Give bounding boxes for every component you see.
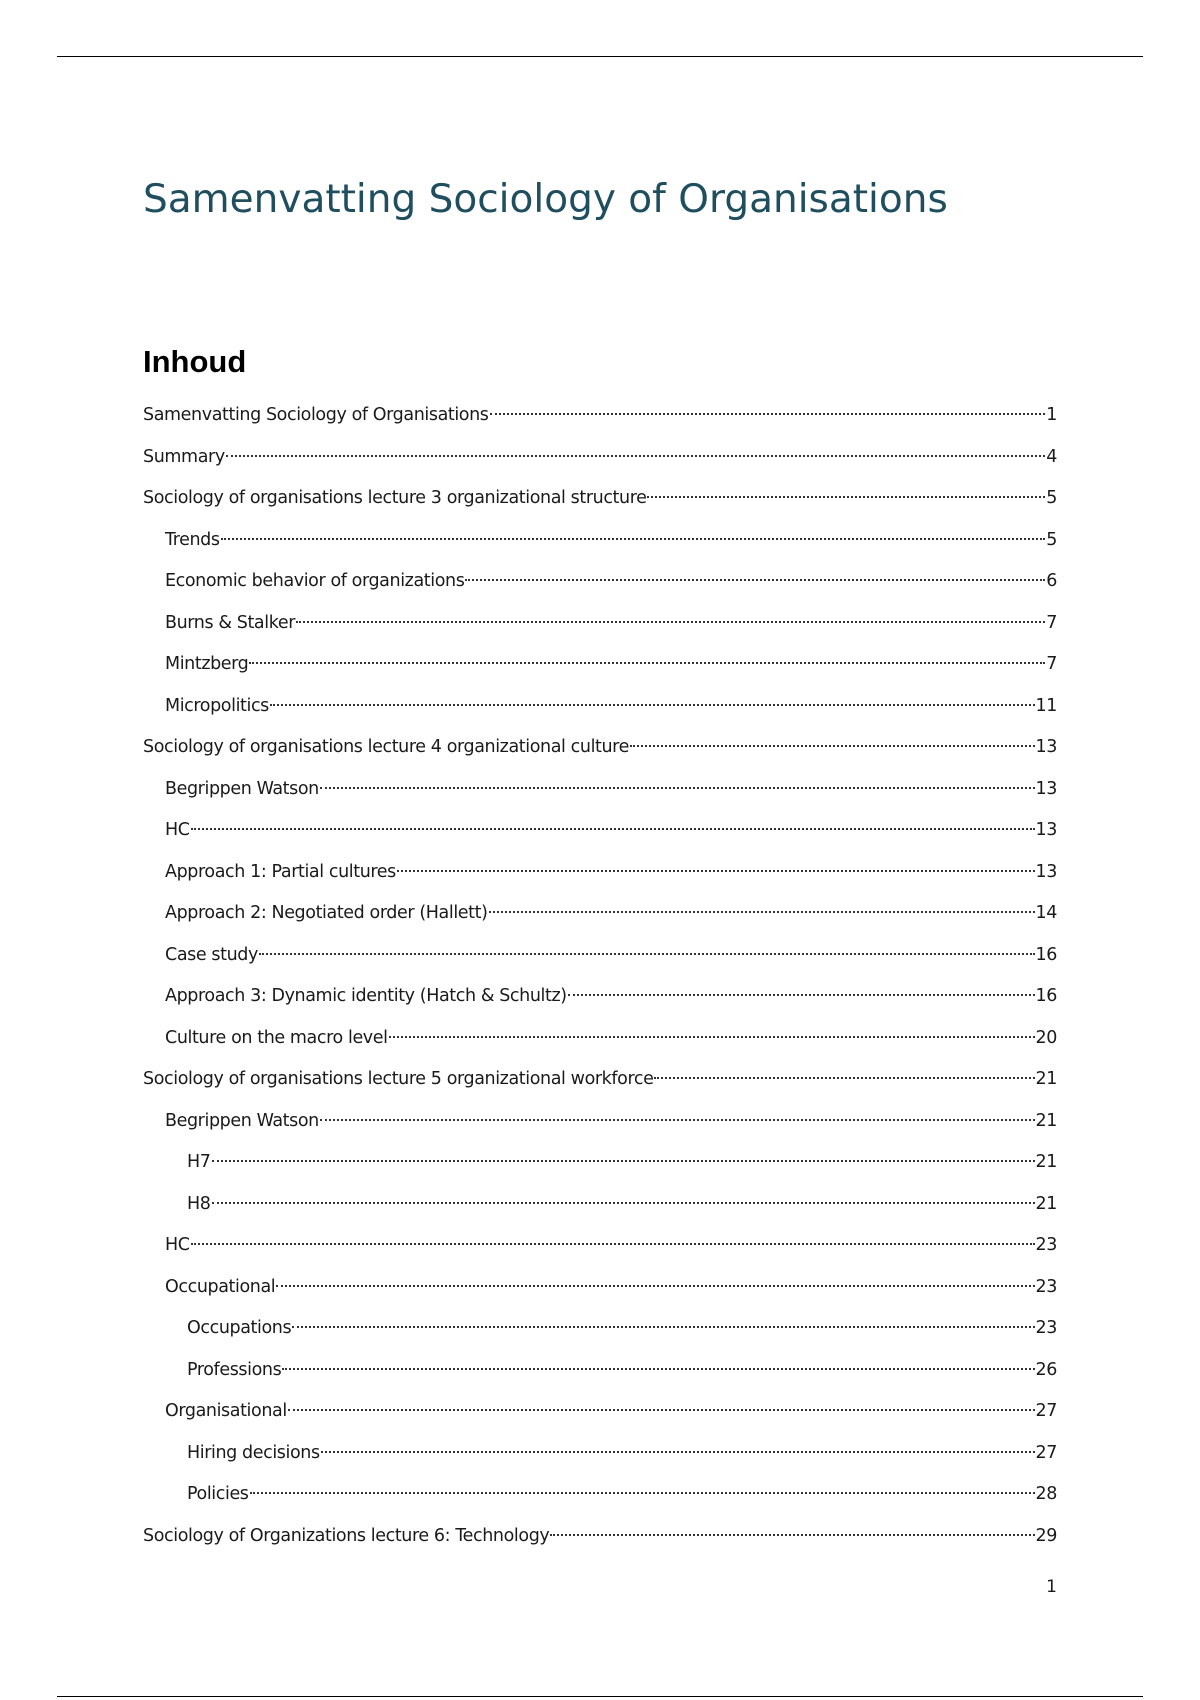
toc-dot-leader <box>654 1077 1034 1079</box>
toc-entry[interactable] <box>143 561 1057 603</box>
toc-entry-label: Sociology of Organizations lecture 6: Technology <box>143 1525 550 1546</box>
toc-dot-leader <box>490 413 1046 415</box>
toc-entry-label: Micropolitics <box>165 695 269 716</box>
toc-dot-leader <box>276 1285 1034 1287</box>
toc-entry[interactable] <box>143 1350 1057 1392</box>
toc-entry[interactable] <box>143 437 1057 479</box>
toc-dot-leader <box>647 496 1045 498</box>
toc-entry[interactable] <box>143 810 1057 852</box>
toc-entry-label: Occupational <box>165 1276 276 1297</box>
toc-dot-leader <box>465 579 1045 581</box>
toc-entry[interactable] <box>143 686 1057 728</box>
toc-entry-page: 7 <box>1046 654 1057 674</box>
toc-entry[interactable] <box>143 478 1057 520</box>
toc-entry[interactable] <box>143 1391 1057 1433</box>
toc-dot-leader <box>221 538 1046 540</box>
toc-dot-leader <box>212 1202 1035 1204</box>
footer-rule <box>57 1696 1143 1697</box>
toc-entry-label: Mintzberg <box>165 654 249 674</box>
toc-entry[interactable] <box>143 893 1057 935</box>
toc-dot-leader <box>282 1368 1034 1370</box>
toc-entry-page: 21 <box>1035 1110 1057 1131</box>
page-number: 1 <box>1046 1577 1057 1597</box>
toc-dot-leader <box>212 1160 1035 1162</box>
toc-dot-leader <box>489 911 1035 913</box>
toc-entry[interactable] <box>143 1184 1057 1226</box>
toc-entry-page: 14 <box>1035 903 1057 923</box>
toc-entry-page: 13 <box>1035 737 1057 757</box>
toc-entry-label: Occupations <box>187 1318 292 1338</box>
toc-entry-page: 26 <box>1035 1359 1057 1380</box>
toc-entry[interactable] <box>143 520 1057 562</box>
toc-dot-leader <box>249 662 1045 664</box>
toc-entry-label: Approach 3: Dynamic identity (Hatch & Schultz) <box>165 986 567 1006</box>
toc-dot-leader <box>191 828 1035 830</box>
toc-entry-page: 7 <box>1046 612 1057 633</box>
toc-dot-leader <box>270 704 1035 706</box>
toc-entry-page: 1 <box>1046 405 1057 425</box>
toc-dot-leader <box>250 1492 1035 1494</box>
toc-dot-leader <box>191 1243 1035 1245</box>
toc-dot-leader <box>630 745 1035 747</box>
toc-entry-page: 23 <box>1035 1235 1057 1255</box>
toc-entry-page: 13 <box>1035 861 1057 882</box>
toc-entry-label: H8 <box>187 1193 211 1214</box>
toc-dot-leader <box>389 1036 1035 1038</box>
toc-entry[interactable] <box>143 1474 1057 1516</box>
toc-dot-leader <box>568 994 1035 996</box>
toc-entry-page: 28 <box>1035 1484 1057 1504</box>
toc-entry-label: Burns & Stalker <box>165 612 295 633</box>
toc-entry-page: 16 <box>1035 944 1057 965</box>
toc-entry[interactable] <box>143 1433 1057 1475</box>
toc-entry-label: Approach 2: Negotiated order (Hallett) <box>165 903 488 923</box>
toc-dot-leader <box>226 455 1045 457</box>
toc-entry[interactable] <box>143 769 1057 811</box>
toc-entry[interactable] <box>143 1308 1057 1350</box>
toc-entry[interactable] <box>143 395 1057 437</box>
toc-entry-page: 11 <box>1035 695 1057 716</box>
toc-entry[interactable] <box>143 1225 1057 1267</box>
toc-entry[interactable] <box>143 1142 1057 1184</box>
toc-dot-leader <box>288 1409 1035 1411</box>
toc-dot-leader <box>259 953 1035 955</box>
toc-entry-page: 21 <box>1035 1069 1057 1089</box>
toc-entry-label: Hiring decisions <box>187 1442 320 1463</box>
toc-entry-label: Approach 1: Partial cultures <box>165 861 396 882</box>
toc-entry-page: 23 <box>1035 1318 1057 1338</box>
toc-entry[interactable] <box>143 1059 1057 1101</box>
toc-entry-page: 27 <box>1035 1442 1057 1463</box>
toc-entry-page: 5 <box>1046 488 1057 508</box>
toc-entry-page: 29 <box>1035 1525 1057 1546</box>
toc-entry-label: Culture on the macro level <box>165 1027 388 1048</box>
toc-entry-label: Trends <box>165 529 220 550</box>
toc-entry-label: Professions <box>187 1359 282 1380</box>
toc-dot-leader <box>292 1326 1034 1328</box>
toc-dot-leader <box>550 1534 1034 1536</box>
toc-entry[interactable] <box>143 644 1057 686</box>
toc-entry[interactable] <box>143 1101 1057 1143</box>
toc-dot-leader <box>321 1451 1035 1453</box>
toc-entry-label: HC <box>165 1235 190 1255</box>
toc-entry-label: Sociology of organisations lecture 4 organizational culture <box>143 737 629 757</box>
toc-entry-page: 21 <box>1035 1152 1057 1172</box>
toc-entry[interactable] <box>143 1267 1057 1309</box>
toc-entry-label: Sociology of organisations lecture 5 organizational workforce <box>143 1069 654 1089</box>
header-rule <box>57 56 1143 57</box>
document-title: Samenvatting Sociology of Organisations <box>143 177 948 222</box>
toc-entry-page: 13 <box>1035 820 1057 840</box>
toc-entry-label: Policies <box>187 1484 249 1504</box>
toc-entry[interactable] <box>143 935 1057 977</box>
toc-heading: Inhoud <box>143 344 247 379</box>
toc-entry-label: Economic behavior of organizations <box>165 571 465 591</box>
toc-entry-page: 20 <box>1035 1027 1057 1048</box>
toc-entry-page: 13 <box>1035 778 1057 799</box>
toc-entry[interactable] <box>143 852 1057 894</box>
toc-entry[interactable] <box>143 727 1057 769</box>
toc-entry-label: Sociology of organisations lecture 3 organizational structure <box>143 488 647 508</box>
toc-dot-leader <box>320 787 1035 789</box>
toc-dot-leader <box>296 621 1045 623</box>
toc-entry-page: 4 <box>1046 446 1057 467</box>
toc-entry-label: Case study <box>165 944 258 965</box>
toc-entry-label: HC <box>165 820 190 840</box>
toc-entry-label: Samenvatting Sociology of Organisations <box>143 405 489 425</box>
toc-dot-leader <box>397 870 1035 872</box>
toc-entry-label: Organisational <box>165 1401 287 1421</box>
toc-entry[interactable] <box>143 1018 1057 1060</box>
toc-entry-label: H7 <box>187 1152 211 1172</box>
toc-entry[interactable] <box>143 603 1057 645</box>
toc-entry-label: Begrippen Watson <box>165 1110 319 1131</box>
toc-entry-label: Begrippen Watson <box>165 778 319 799</box>
toc-entry-page: 5 <box>1046 529 1057 550</box>
toc-entry[interactable] <box>143 1516 1057 1558</box>
toc-entry-label: Summary <box>143 446 225 467</box>
toc-dot-leader <box>320 1119 1035 1121</box>
toc-entry-page: 21 <box>1035 1193 1057 1214</box>
toc-entry-page: 27 <box>1035 1401 1057 1421</box>
toc-entry-page: 16 <box>1035 986 1057 1006</box>
toc-entry-page: 23 <box>1035 1276 1057 1297</box>
toc-entry[interactable] <box>143 976 1057 1018</box>
table-of-contents <box>143 395 1057 1557</box>
toc-entry-page: 6 <box>1046 571 1057 591</box>
